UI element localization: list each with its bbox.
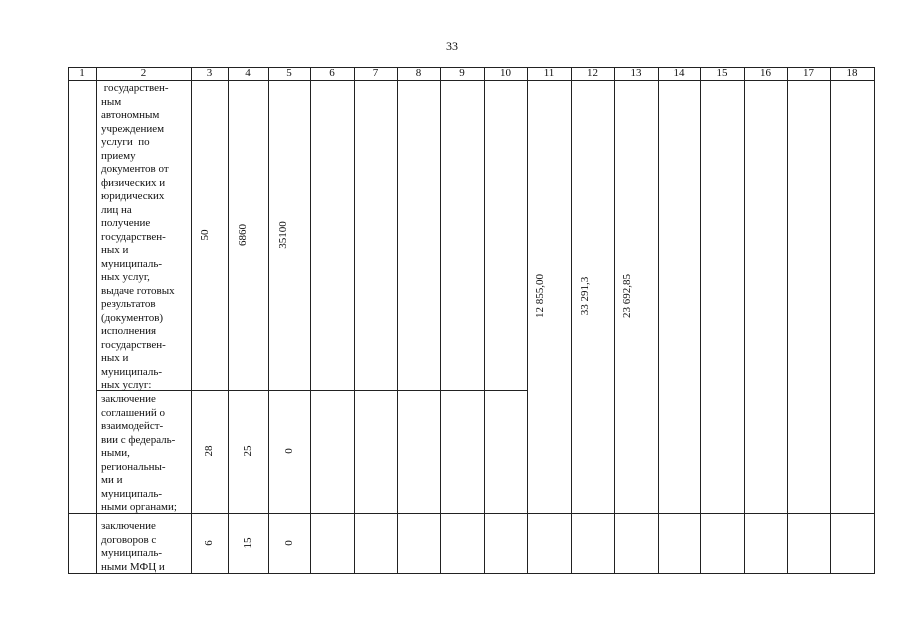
header-col-11: 11	[543, 67, 555, 79]
col-12-merged-value: 33 291,3	[579, 276, 591, 316]
header-col-13: 13	[630, 67, 642, 79]
row-3-col-5-value: 0	[283, 540, 295, 546]
header-col-7: 7	[372, 67, 379, 79]
row-3-col-3-value: 6	[203, 540, 215, 546]
header-col-4: 4	[245, 67, 251, 79]
header-col-10: 10	[500, 67, 511, 79]
row-1-description: государствен- ным автономным учреждением услуги по приему документов от физических и юридических лиц на получение государствен- ных и муниципаль- ных услуг, выдаче готовых результатов (документов) исполнения государствен- ных и муниципаль- ных услуг:	[101, 82, 175, 391]
header-col-1: 1	[79, 67, 85, 79]
header-col-8: 8	[415, 67, 422, 79]
row-3-col-4-value: 15	[242, 537, 254, 549]
header-col-12: 12	[587, 67, 598, 79]
header-col-15: 15	[716, 67, 728, 79]
row-1-col-4-value: 6860	[237, 224, 249, 246]
row-2-col-3-value: 28	[203, 445, 215, 457]
row-3-description: заключение договоров с муниципаль- ными МФЦ и	[101, 520, 165, 573]
header-col-3: 3	[206, 67, 213, 79]
header-col-6: 6	[329, 67, 335, 79]
header-col-2: 2	[140, 67, 147, 79]
header-col-14: 14	[673, 67, 685, 79]
header-col-9: 9	[459, 67, 465, 79]
col-11-merged-value: 12 855,00	[534, 274, 546, 318]
row-1-col-3-value: 50	[199, 229, 211, 241]
row-2-col-5-value: 0	[283, 448, 295, 454]
page-number: 33	[446, 39, 458, 53]
row-1-col-5-value: 35100	[277, 221, 289, 249]
header-col-5: 5	[286, 67, 292, 79]
header-col-17: 17	[803, 67, 814, 79]
col-13-merged-value: 23 692,85	[621, 274, 633, 318]
row-2-col-4-value: 25	[242, 445, 254, 457]
row-2-description: заключение соглашений о взаимодейст- вии с федераль- ными, региональны- ми и муниципаль- ными органами;	[101, 393, 177, 513]
header-col-16: 16	[760, 67, 771, 79]
header-col-18: 18	[846, 67, 858, 79]
